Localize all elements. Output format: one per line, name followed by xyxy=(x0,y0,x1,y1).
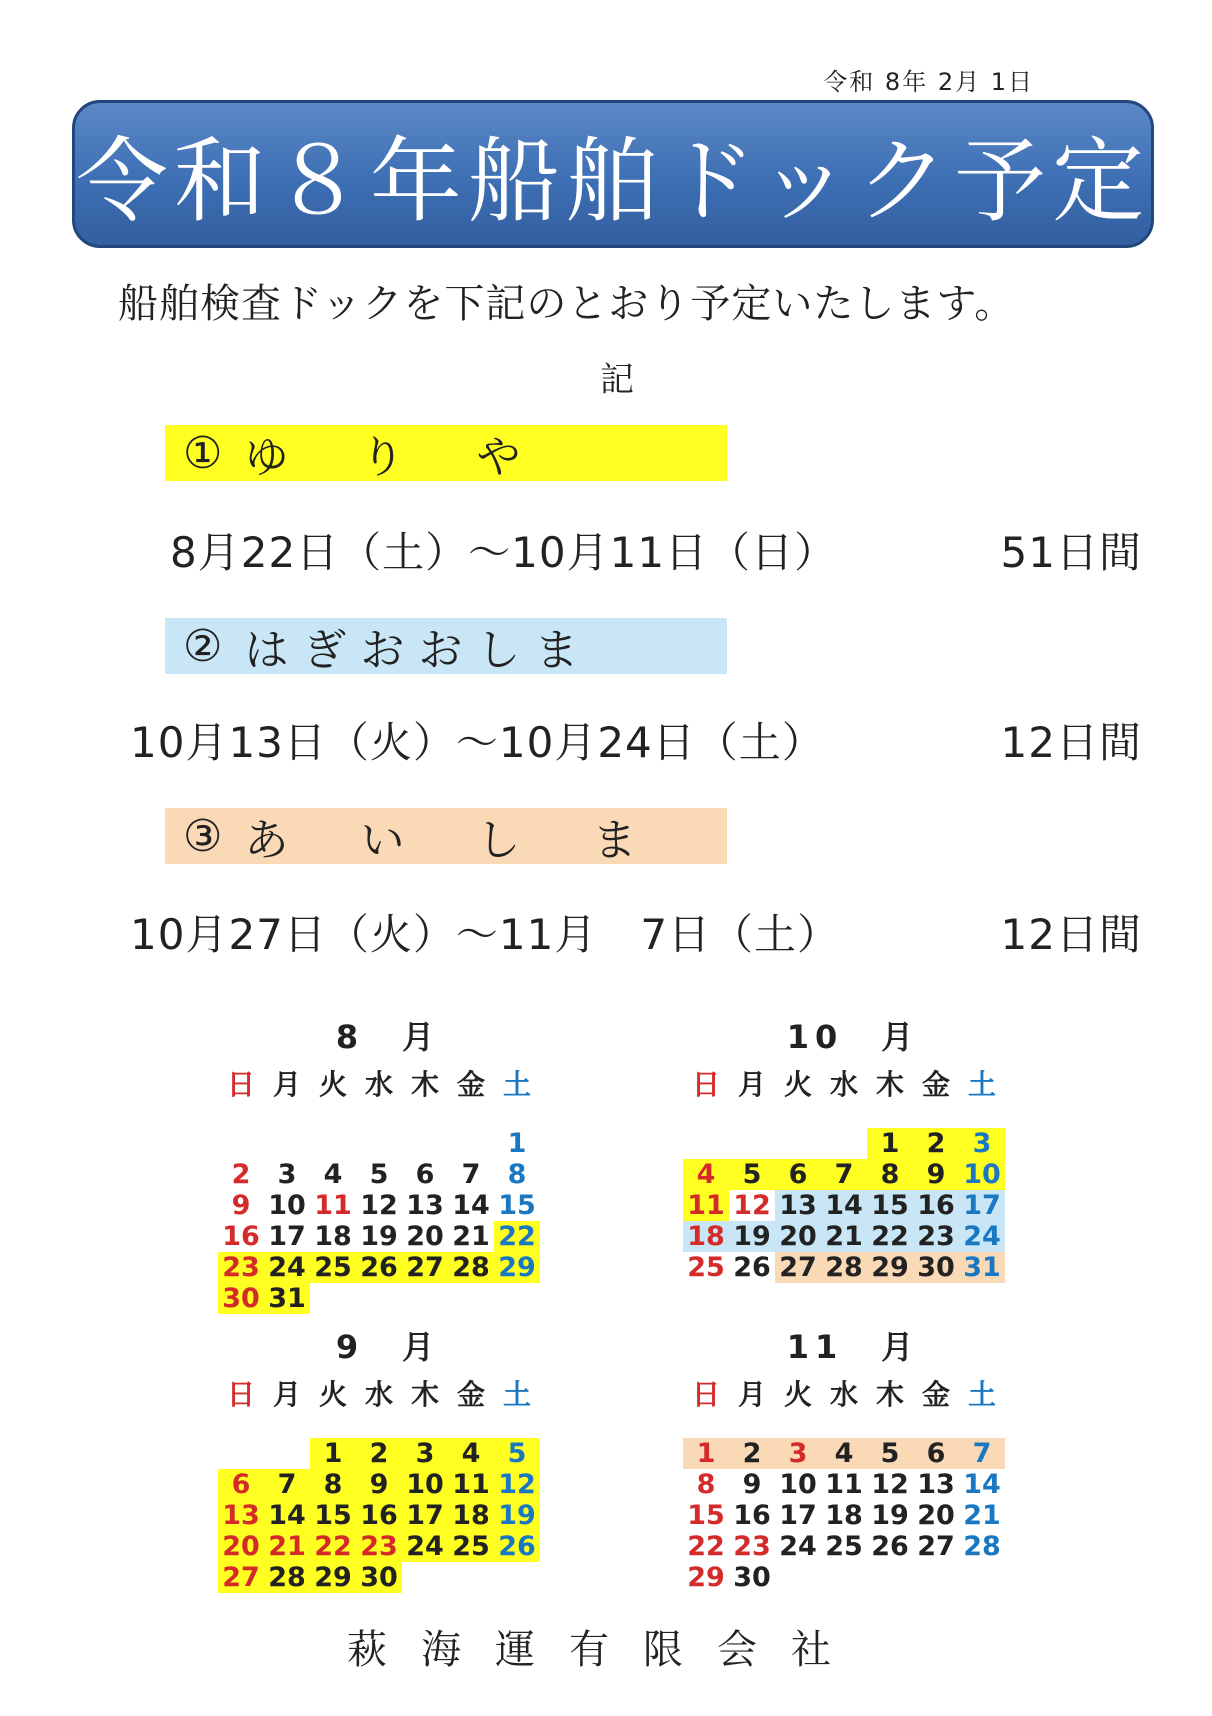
spacer xyxy=(310,1407,356,1413)
weekday-header: 水 xyxy=(364,1068,393,1101)
calendar-title: 11 月 xyxy=(786,1328,920,1366)
calendar-day: 24 xyxy=(959,1221,1005,1252)
weekday-header: 日 xyxy=(691,1068,720,1101)
calendar-day: 7 xyxy=(264,1469,310,1500)
weekday-header: 金 xyxy=(921,1378,950,1411)
calendar-day: 20 xyxy=(218,1531,264,1562)
weekday-header: 月 xyxy=(272,1068,301,1101)
weekday-header: 水 xyxy=(364,1378,393,1411)
calendar-day: 2 xyxy=(231,1159,251,1190)
calendar-title: 9 月 xyxy=(335,1328,441,1366)
calendar-day: 2 xyxy=(913,1128,959,1159)
spacer xyxy=(448,1407,494,1413)
spacer xyxy=(913,1407,959,1413)
empty-cell xyxy=(218,1128,264,1159)
weekday-header: 木 xyxy=(875,1068,904,1101)
spacer xyxy=(448,1097,494,1103)
calendar-day: 5 xyxy=(729,1159,775,1190)
calendar-day: 17 xyxy=(959,1190,1005,1221)
calendar-day: 14 xyxy=(963,1469,1001,1500)
calendar-day: 21 xyxy=(963,1500,1001,1531)
spacer xyxy=(821,1097,867,1103)
weekday-header: 月 xyxy=(737,1068,766,1101)
calendar-day: 28 xyxy=(821,1252,867,1283)
calendar-day: 6 xyxy=(218,1469,264,1500)
calendar-day: 11 xyxy=(825,1469,863,1500)
calendar-day: 7 xyxy=(821,1159,867,1190)
weekday-header: 土 xyxy=(967,1068,996,1101)
calendar-day: 26 xyxy=(494,1531,540,1562)
weekday-header: 火 xyxy=(318,1378,347,1411)
calendar-day: 28 xyxy=(264,1562,310,1593)
calendar-day: 19 xyxy=(494,1500,540,1531)
calendar-day: 17 xyxy=(402,1500,448,1531)
calendar-day: 9 xyxy=(913,1159,959,1190)
calendar-day: 4 xyxy=(821,1438,867,1469)
calendar-day: 13 xyxy=(406,1190,444,1221)
calendar-day: 31 xyxy=(959,1252,1005,1283)
calendar-day: 19 xyxy=(729,1221,775,1252)
calendar-day: 3 xyxy=(402,1438,448,1469)
calendar-grid xyxy=(218,1376,558,1593)
calendar-day: 22 xyxy=(310,1531,356,1562)
empty-cell xyxy=(402,1128,448,1159)
calendar-day: 10 xyxy=(779,1469,817,1500)
spacer xyxy=(775,1407,821,1413)
calendar-day: 21 xyxy=(821,1221,867,1252)
calendar-day: 22 xyxy=(867,1221,913,1252)
empty-cell xyxy=(683,1128,729,1159)
calendar-day: 3 xyxy=(775,1438,821,1469)
calendar-day: 1 xyxy=(507,1128,527,1159)
weekday-header: 日 xyxy=(226,1068,255,1101)
intro-text: 船舶検査ドックを下記のとおり予定いたします。 xyxy=(118,281,1016,327)
calendar-day: 15 xyxy=(867,1190,913,1221)
weekday-header: 月 xyxy=(737,1378,766,1411)
calendar-day: 27 xyxy=(218,1562,264,1593)
calendar-november xyxy=(683,1322,1023,1593)
weekday-header: 日 xyxy=(691,1378,720,1411)
spacer xyxy=(402,1097,448,1103)
calendar-day: 19 xyxy=(871,1500,909,1531)
calendar-day: 10 xyxy=(959,1159,1005,1190)
ship-name: あ い し ま xyxy=(244,815,651,866)
calendar-grid xyxy=(683,1376,1023,1593)
ship-hagioshima-label xyxy=(165,618,727,674)
calendar-day: 30 xyxy=(913,1252,959,1283)
weekday-header: 土 xyxy=(967,1378,996,1411)
empty-cell xyxy=(448,1128,494,1159)
spacer xyxy=(821,1407,867,1413)
calendar-day: 24 xyxy=(264,1252,310,1283)
empty-cell xyxy=(775,1128,821,1159)
ship-number: ③ xyxy=(183,810,223,862)
empty-cell xyxy=(264,1438,310,1469)
calendar-day: 13 xyxy=(218,1500,264,1531)
ship-hagioshima-days: 12日間 xyxy=(1000,718,1142,767)
ship-yuriya-days: 51日間 xyxy=(1000,528,1142,577)
calendar-day: 12 xyxy=(360,1190,398,1221)
weekday-header: 木 xyxy=(410,1378,439,1411)
weekday-header: 金 xyxy=(456,1378,485,1411)
calendar-day: 22 xyxy=(494,1221,540,1252)
calendar-day: 8 xyxy=(310,1469,356,1500)
calendar-day: 1 xyxy=(867,1128,913,1159)
calendar-day: 16 xyxy=(356,1500,402,1531)
calendar-day: 3 xyxy=(959,1128,1005,1159)
calendar-day: 29 xyxy=(494,1252,540,1283)
calendar-day: 1 xyxy=(683,1438,729,1469)
calendar-day: 10 xyxy=(268,1190,306,1221)
weekday-header: 木 xyxy=(410,1068,439,1101)
ship-aishima-days: 12日間 xyxy=(1000,910,1142,959)
calendar-day: 16 xyxy=(733,1500,771,1531)
weekday-header: 火 xyxy=(783,1378,812,1411)
calendar-day: 30 xyxy=(218,1283,264,1314)
ship-name: はぎおおしま xyxy=(244,625,593,676)
title-banner xyxy=(72,100,1154,248)
calendar-day: 22 xyxy=(687,1531,725,1562)
calendar-day: 14 xyxy=(821,1190,867,1221)
calendar-day: 7 xyxy=(461,1159,481,1190)
spacer xyxy=(913,1097,959,1103)
spacer xyxy=(218,1097,264,1103)
spacer xyxy=(494,1407,540,1413)
calendar-day: 11 xyxy=(448,1469,494,1500)
weekday-header: 火 xyxy=(318,1068,347,1101)
calendar-day: 26 xyxy=(871,1531,909,1562)
spacer xyxy=(959,1407,1005,1413)
calendar-day: 26 xyxy=(356,1252,402,1283)
calendar-day: 21 xyxy=(264,1531,310,1562)
calendar-day: 25 xyxy=(310,1252,356,1283)
weekday-header: 月 xyxy=(272,1378,301,1411)
spacer xyxy=(959,1097,1005,1103)
calendar-day: 28 xyxy=(448,1252,494,1283)
weekday-header: 木 xyxy=(875,1378,904,1411)
calendar-day: 18 xyxy=(825,1500,863,1531)
calendar-day: 18 xyxy=(314,1221,352,1252)
calendar-day: 2 xyxy=(729,1438,775,1469)
weekday-header: 火 xyxy=(783,1068,812,1101)
calendar-october xyxy=(683,1012,1023,1283)
weekday-header: 水 xyxy=(829,1378,858,1411)
calendar-september xyxy=(218,1322,558,1593)
calendar-day: 14 xyxy=(452,1190,490,1221)
calendar-day: 20 xyxy=(775,1221,821,1252)
calendar-day: 4 xyxy=(323,1159,343,1190)
calendar-day: 12 xyxy=(733,1190,771,1221)
calendar-day: 25 xyxy=(825,1531,863,1562)
calendar-day: 27 xyxy=(917,1531,955,1562)
calendar-day: 13 xyxy=(775,1190,821,1221)
calendar-day: 12 xyxy=(871,1469,909,1500)
calendar-day: 16 xyxy=(222,1221,260,1252)
calendar-day: 31 xyxy=(264,1283,310,1314)
weekday-header: 土 xyxy=(502,1068,531,1101)
empty-cell xyxy=(310,1128,356,1159)
calendar-day: 3 xyxy=(277,1159,297,1190)
calendar-day: 9 xyxy=(231,1190,251,1221)
ship-number: ② xyxy=(183,620,223,672)
spacer xyxy=(683,1097,729,1103)
ship-number: ① xyxy=(183,427,223,479)
page-title: 令和８年船舶ドック予定 xyxy=(75,128,1151,235)
calendar-day: 6 xyxy=(415,1159,435,1190)
spacer xyxy=(867,1097,913,1103)
calendar-day: 30 xyxy=(356,1562,402,1593)
calendar-day: 9 xyxy=(356,1469,402,1500)
calendar-day: 29 xyxy=(867,1252,913,1283)
calendar-day: 23 xyxy=(356,1531,402,1562)
weekday-header: 水 xyxy=(829,1068,858,1101)
spacer xyxy=(356,1097,402,1103)
empty-cell xyxy=(264,1128,310,1159)
calendar-day: 27 xyxy=(402,1252,448,1283)
calendar-day: 11 xyxy=(683,1190,729,1221)
calendar-day: 23 xyxy=(733,1531,771,1562)
empty-cell xyxy=(729,1128,775,1159)
spacer xyxy=(264,1407,310,1413)
calendar-day: 25 xyxy=(687,1252,725,1283)
ship-name: ゆ り や xyxy=(244,432,535,483)
issue-date: 令和 8年 2月 1日 xyxy=(823,68,1034,96)
calendar-title: 10 月 xyxy=(786,1018,920,1056)
calendar-day: 17 xyxy=(779,1500,817,1531)
calendar-day: 24 xyxy=(402,1531,448,1562)
calendar-grid xyxy=(683,1066,1023,1283)
spacer xyxy=(356,1407,402,1413)
calendar-day: 30 xyxy=(733,1562,771,1593)
company-name: 萩海運有限会社 xyxy=(347,1627,865,1673)
calendar-day: 14 xyxy=(264,1500,310,1531)
calendar-day: 28 xyxy=(963,1531,1001,1562)
spacer xyxy=(218,1407,264,1413)
calendar-day: 12 xyxy=(494,1469,540,1500)
empty-cell xyxy=(218,1438,264,1469)
spacer xyxy=(402,1407,448,1413)
calendar-day: 21 xyxy=(452,1221,490,1252)
calendar-day: 18 xyxy=(448,1500,494,1531)
calendar-day: 23 xyxy=(913,1221,959,1252)
spacer xyxy=(867,1407,913,1413)
spacer xyxy=(729,1097,775,1103)
calendar-title: 8 月 xyxy=(335,1018,441,1056)
spacer xyxy=(775,1097,821,1103)
calendar-day: 17 xyxy=(268,1221,306,1252)
ship-hagioshima-period: 10月13日（火）～10月24日（土） xyxy=(130,718,825,767)
weekday-header: 日 xyxy=(226,1378,255,1411)
ship-aishima-period: 10月27日（火）～11月 7日（土） xyxy=(130,910,841,959)
calendar-day: 26 xyxy=(733,1252,771,1283)
calendar-day: 19 xyxy=(360,1221,398,1252)
calendar-day: 16 xyxy=(913,1190,959,1221)
ship-yuriya-label xyxy=(165,425,727,481)
calendar-day: 20 xyxy=(406,1221,444,1252)
calendar-day: 10 xyxy=(402,1469,448,1500)
calendar-day: 5 xyxy=(867,1438,913,1469)
calendar-day: 6 xyxy=(775,1159,821,1190)
ship-aishima-label xyxy=(165,808,727,864)
spacer xyxy=(264,1097,310,1103)
calendar-day: 4 xyxy=(448,1438,494,1469)
calendar-day: 5 xyxy=(494,1438,540,1469)
empty-cell xyxy=(356,1128,402,1159)
calendar-day: 15 xyxy=(310,1500,356,1531)
calendar-day: 4 xyxy=(683,1159,729,1190)
calendar-day: 29 xyxy=(310,1562,356,1593)
calendar-day: 29 xyxy=(687,1562,725,1593)
calendar-day: 2 xyxy=(356,1438,402,1469)
weekday-header: 金 xyxy=(456,1068,485,1101)
calendar-day: 9 xyxy=(742,1469,762,1500)
spacer xyxy=(729,1407,775,1413)
calendar-day: 25 xyxy=(448,1531,494,1562)
calendar-day: 13 xyxy=(917,1469,955,1500)
calendar-day: 8 xyxy=(867,1159,913,1190)
spacer xyxy=(683,1407,729,1413)
weekday-header: 金 xyxy=(921,1068,950,1101)
calendar-day: 1 xyxy=(310,1438,356,1469)
calendar-day: 6 xyxy=(913,1438,959,1469)
calendar-day: 8 xyxy=(507,1159,527,1190)
calendar-day: 24 xyxy=(779,1531,817,1562)
calendar-day: 11 xyxy=(314,1190,352,1221)
empty-cell xyxy=(821,1128,867,1159)
calendar-august xyxy=(218,1012,558,1314)
spacer xyxy=(494,1097,540,1103)
calendar-day: 20 xyxy=(917,1500,955,1531)
calendar-day: 23 xyxy=(218,1252,264,1283)
calendar-day: 5 xyxy=(369,1159,389,1190)
calendar-day: 18 xyxy=(683,1221,729,1252)
spacer xyxy=(310,1097,356,1103)
weekday-header: 土 xyxy=(502,1378,531,1411)
calendar-day: 15 xyxy=(498,1190,536,1221)
calendar-day: 27 xyxy=(775,1252,821,1283)
ki-label: 記 xyxy=(600,360,634,400)
ship-yuriya-period: 8月22日（土）～10月11日（日） xyxy=(170,528,838,577)
calendar-day: 7 xyxy=(959,1438,1005,1469)
calendar-grid xyxy=(218,1066,558,1314)
calendar-day: 8 xyxy=(696,1469,716,1500)
calendar-day: 15 xyxy=(687,1500,725,1531)
